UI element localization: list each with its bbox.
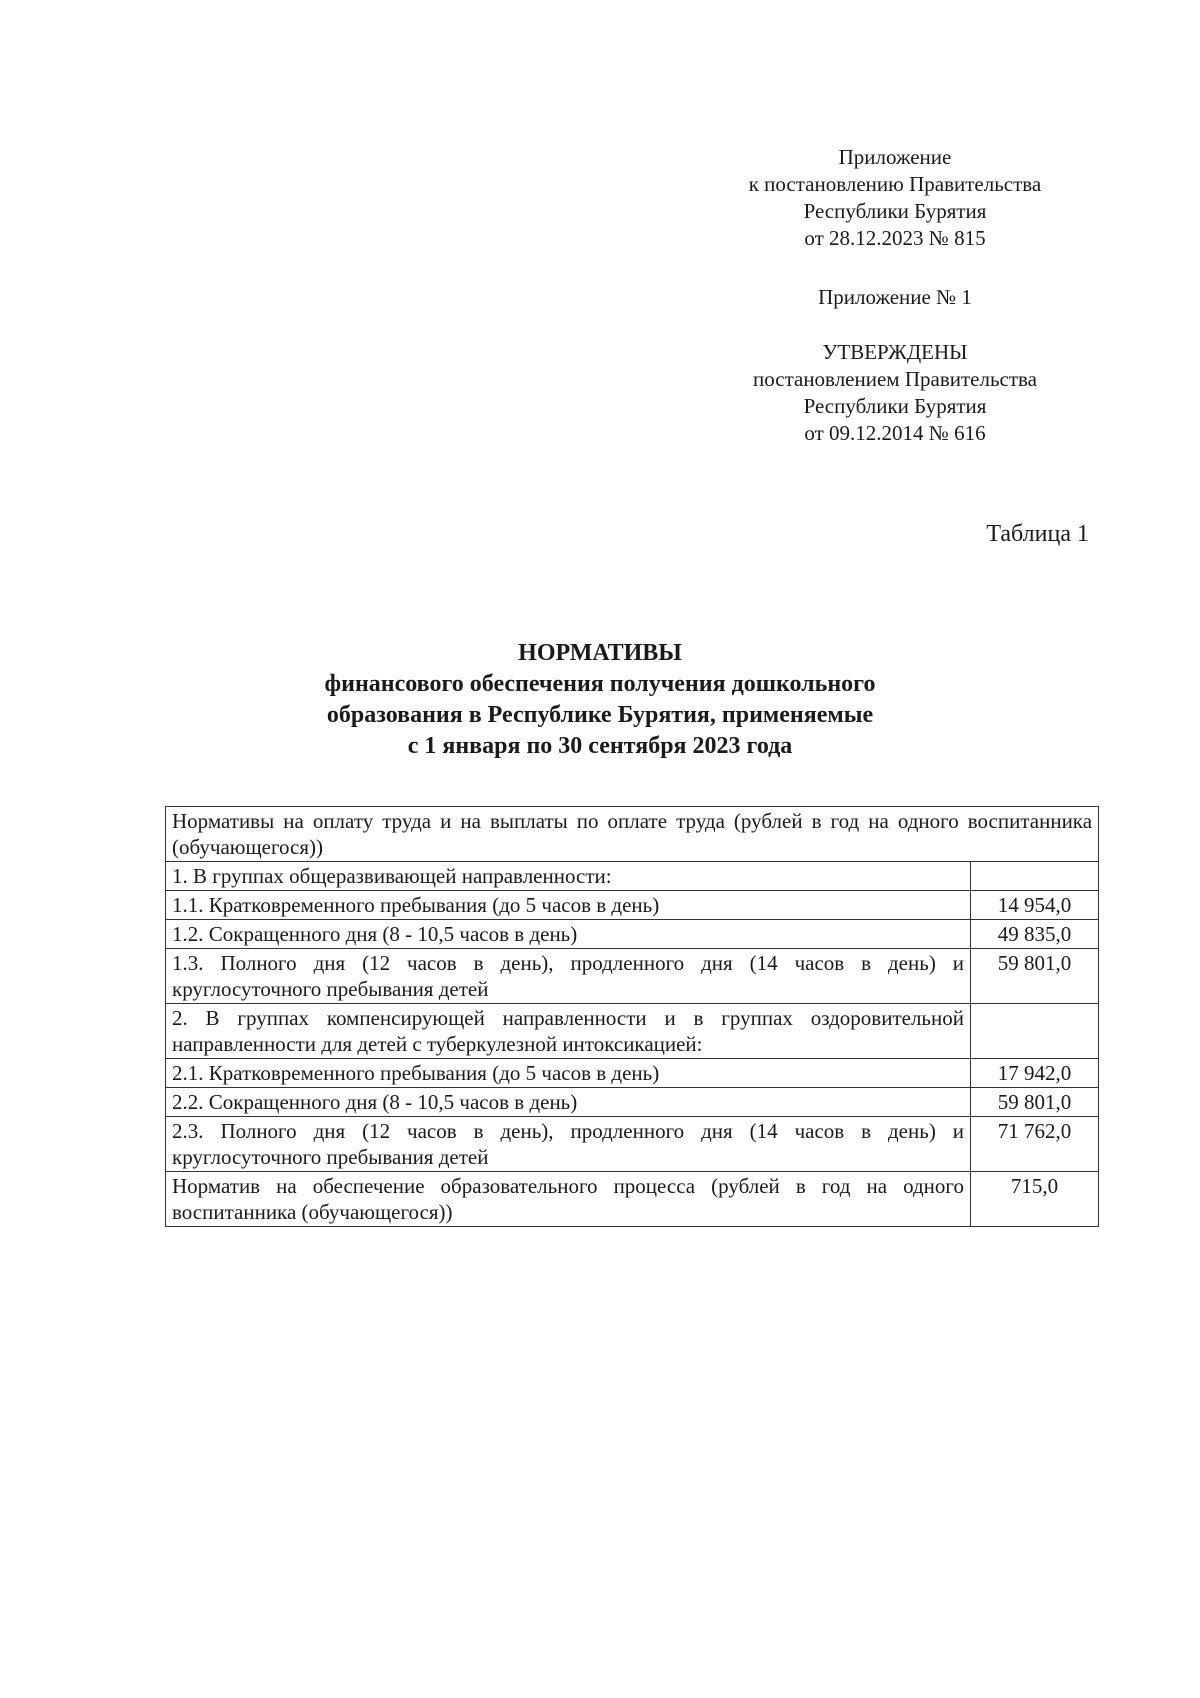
- approval-line: от 09.12.2014 № 616: [804, 421, 986, 445]
- table-row: [166, 891, 1099, 920]
- table-header-cell: Нормативы на оплату труда и на выплаты по оплате труда (рублей в год на одного воспитанника (обучающегося)): [166, 807, 1099, 862]
- appendix-number-text: Приложение № 1: [818, 285, 972, 309]
- row-value: 59 801,0: [971, 1088, 1099, 1117]
- row-label: 1.1. Кратковременного пребывания (до 5 часов в день): [166, 891, 971, 920]
- appendix-line: Приложение: [838, 145, 952, 169]
- document-title: [0, 638, 1200, 762]
- approval-line: Республики Бурятия: [803, 394, 987, 418]
- row-value: 17 942,0: [971, 1059, 1099, 1088]
- row-label: 2.1. Кратковременного пребывания (до 5 часов в день): [166, 1059, 971, 1088]
- appendix-number: [690, 284, 1100, 311]
- title-line: финансового обеспечения получения дошкольного: [324, 671, 876, 697]
- row-label: 1.3. Полного дня (12 часов в день), продленного дня (14 часов в день) и круглосуточного пребывания детей: [166, 949, 971, 1004]
- row-value: [971, 862, 1099, 891]
- normatives-table: [165, 806, 1099, 1227]
- row-label: 1. В группах общеразвивающей направленности:: [166, 862, 971, 891]
- approval-stamp: [690, 339, 1100, 447]
- row-label: 2.2. Сокращенного дня (8 - 10,5 часов в день): [166, 1088, 971, 1117]
- appendix-line: к постановлению Правительства: [748, 172, 1042, 196]
- table-row: [166, 1172, 1099, 1227]
- table-row: [166, 920, 1099, 949]
- row-value: 59 801,0: [971, 949, 1099, 1004]
- title-line: образования в Республике Бурятия, применяемые: [326, 702, 874, 728]
- appendix-line: Республики Бурятия: [803, 199, 987, 223]
- row-value: 14 954,0: [971, 891, 1099, 920]
- appendix-line: от 28.12.2023 № 815: [804, 226, 986, 250]
- appendix-reference: [690, 144, 1100, 252]
- row-value: [971, 1004, 1099, 1059]
- approval-line: УТВЕРЖДЕНЫ: [822, 340, 968, 364]
- row-label: Норматив на обеспечение образовательного процесса (рублей в год на одного воспитанника (обучающегося)): [166, 1172, 971, 1227]
- table-row: [166, 1004, 1099, 1059]
- row-label: 1.2. Сокращенного дня (8 - 10,5 часов в день): [166, 920, 971, 949]
- approval-line: постановлением Правительства: [752, 367, 1037, 391]
- table-row: [166, 1059, 1099, 1088]
- table-label: Таблица 1: [986, 521, 1089, 547]
- title-line: с 1 января по 30 сентября 2023 года: [407, 733, 793, 759]
- table-row: [166, 1088, 1099, 1117]
- row-value: 49 835,0: [971, 920, 1099, 949]
- table-header-row: [166, 807, 1099, 862]
- table-row: [166, 1117, 1099, 1172]
- row-value: 71 762,0: [971, 1117, 1099, 1172]
- row-label: 2. В группах компенсирующей направленности и в группах оздоровительной направленности для детей с туберкулезной интоксикацией:: [166, 1004, 971, 1059]
- table-row: [166, 949, 1099, 1004]
- row-label: 2.3. Полного дня (12 часов в день), продленного дня (14 часов в день) и круглосуточного пребывания детей: [166, 1117, 971, 1172]
- row-value: 715,0: [971, 1172, 1099, 1227]
- table-row: [166, 862, 1099, 891]
- title-line: НОРМАТИВЫ: [518, 640, 682, 666]
